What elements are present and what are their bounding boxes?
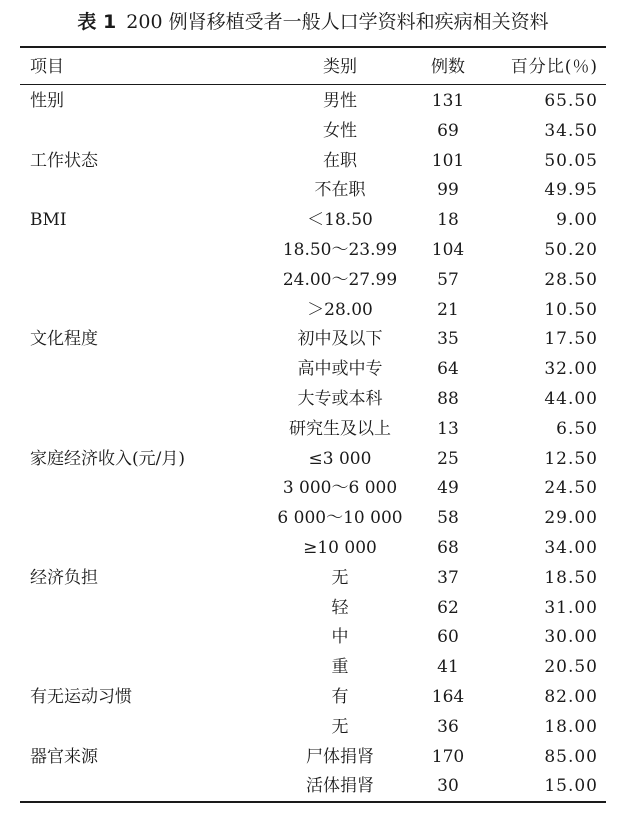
row-count: 99 (437, 180, 459, 201)
header-count: 例数 (431, 57, 465, 77)
row-percent: 65.50 (544, 91, 598, 111)
row-category: ≤3 000 (308, 448, 372, 469)
row-item (20, 504, 264, 534)
row-percent: 15.00 (544, 776, 598, 797)
table-row (20, 385, 606, 415)
row-count: 25 (437, 448, 459, 469)
table-body (20, 87, 606, 802)
row-percent: 29.00 (544, 508, 598, 529)
row-count: 18 (437, 210, 459, 231)
table-row (20, 87, 606, 117)
row-item (20, 772, 264, 802)
row-percent: 50.20 (544, 239, 598, 260)
row-count: 30 (437, 776, 459, 797)
bottom-rule (20, 801, 606, 803)
row-item (20, 236, 264, 266)
row-category: 研究生及以上 (289, 418, 391, 439)
table-row (20, 534, 606, 564)
row-percent: 24.50 (544, 478, 598, 499)
table-row (20, 355, 606, 385)
row-category: 女性 (323, 120, 357, 141)
row-category: 重 (331, 657, 349, 678)
table-row (20, 772, 606, 802)
table-row (20, 445, 606, 475)
row-count: 35 (437, 329, 459, 350)
table-row (20, 117, 606, 147)
row-item: 文化程度 (30, 329, 98, 350)
row-percent: 31.00 (544, 597, 598, 618)
row-category: 轻 (331, 597, 349, 618)
row-item (20, 176, 264, 206)
row-category: 无 (331, 567, 349, 588)
row-count: 58 (437, 508, 459, 529)
row-item: 性别 (30, 91, 64, 111)
row-count: 170 (431, 746, 465, 767)
table-row (20, 236, 606, 266)
table-row (20, 474, 606, 504)
row-category: ＞28.00 (307, 299, 373, 320)
row-category: 尸体捐肾 (306, 746, 374, 767)
row-item: 家庭经济收入(元/月) (30, 448, 185, 469)
row-percent: 6.50 (556, 418, 598, 439)
row-category: 6 000～10 000 (277, 508, 403, 529)
row-item: 有无运动习惯 (30, 686, 132, 707)
row-percent: 12.50 (544, 448, 598, 469)
table-row (20, 564, 606, 594)
row-percent: 18.00 (544, 716, 598, 737)
table-row (20, 713, 606, 743)
table-title: 200 例肾移植受者一般人口学资料和疾病相关资料 (126, 11, 549, 33)
row-count: 49 (437, 478, 459, 499)
row-item: BMI (30, 210, 67, 231)
row-item (20, 594, 264, 624)
row-item (20, 355, 264, 385)
row-item (20, 623, 264, 653)
row-item: 经济负担 (30, 567, 98, 588)
table-row (20, 653, 606, 683)
row-category: 初中及以下 (297, 329, 383, 350)
data-table (20, 87, 606, 802)
row-percent: 18.50 (544, 567, 598, 588)
row-item (20, 266, 264, 296)
row-category: ≥10 000 (303, 537, 377, 558)
row-percent: 28.50 (544, 269, 598, 290)
row-percent: 9.00 (556, 210, 598, 231)
row-percent: 32.00 (544, 359, 598, 380)
row-percent: 17.50 (544, 329, 598, 350)
row-item (20, 474, 264, 504)
table-row (20, 623, 606, 653)
row-count: 164 (431, 686, 465, 707)
row-count: 131 (431, 91, 465, 111)
table-row (20, 296, 606, 326)
table-row (20, 325, 606, 355)
table-row (20, 683, 606, 713)
table-caption (0, 8, 626, 36)
table-row (20, 176, 606, 206)
table-row (20, 415, 606, 445)
table-row (20, 743, 606, 773)
row-percent: 20.50 (544, 657, 598, 678)
row-percent: 44.00 (544, 388, 598, 409)
row-item (20, 713, 264, 743)
row-item (20, 534, 264, 564)
table-row (20, 147, 606, 177)
row-item (20, 653, 264, 683)
row-category: 活体捐肾 (306, 776, 374, 797)
row-item: 工作状态 (30, 150, 98, 171)
row-count: 101 (431, 150, 465, 171)
row-percent: 50.05 (544, 150, 598, 171)
row-count: 69 (437, 120, 459, 141)
header-item: 项目 (30, 57, 64, 77)
row-count: 60 (437, 627, 459, 648)
row-item (20, 415, 264, 445)
row-count: 36 (437, 716, 459, 737)
row-category: 18.50～23.99 (282, 239, 398, 260)
row-count: 41 (437, 657, 459, 678)
row-category: 大专或本科 (297, 388, 383, 409)
table-row (20, 206, 606, 236)
row-item (20, 296, 264, 326)
table-row (20, 504, 606, 534)
row-item: 器官来源 (30, 746, 98, 767)
row-category: 有 (331, 686, 349, 707)
row-count: 21 (437, 299, 459, 320)
row-count: 13 (437, 418, 459, 439)
table-number: 表 1 (77, 11, 117, 33)
row-count: 62 (437, 597, 459, 618)
row-count: 37 (437, 567, 459, 588)
row-count: 68 (437, 537, 459, 558)
row-item (20, 385, 264, 415)
row-percent: 49.95 (544, 180, 598, 201)
row-count: 64 (437, 359, 459, 380)
row-percent: 34.00 (544, 537, 598, 558)
row-category: 中 (331, 627, 349, 648)
row-count: 57 (437, 269, 459, 290)
row-category: 24.00～27.99 (282, 269, 398, 290)
row-item (20, 117, 264, 147)
header-rule (20, 84, 606, 85)
header-category: 类别 (323, 57, 357, 77)
top-rule (20, 46, 606, 48)
row-category: 在职 (323, 150, 357, 171)
header-row (20, 52, 606, 82)
row-category: 不在职 (314, 180, 366, 201)
row-percent: 30.00 (544, 627, 598, 648)
row-category: 无 (331, 716, 349, 737)
row-category: 3 000～6 000 (282, 478, 398, 499)
row-percent: 82.00 (544, 686, 598, 707)
row-category: ＜18.50 (307, 210, 373, 231)
row-percent: 34.50 (544, 120, 598, 141)
row-category: 高中或中专 (297, 359, 383, 380)
table-header (20, 52, 606, 82)
row-percent: 10.50 (544, 299, 598, 320)
row-category: 男性 (323, 91, 357, 111)
row-count: 88 (437, 388, 459, 409)
table-row (20, 594, 606, 624)
table-row (20, 266, 606, 296)
header-percent: 百分比(％) (510, 57, 598, 77)
row-count: 104 (431, 239, 465, 260)
row-percent: 85.00 (544, 746, 598, 767)
